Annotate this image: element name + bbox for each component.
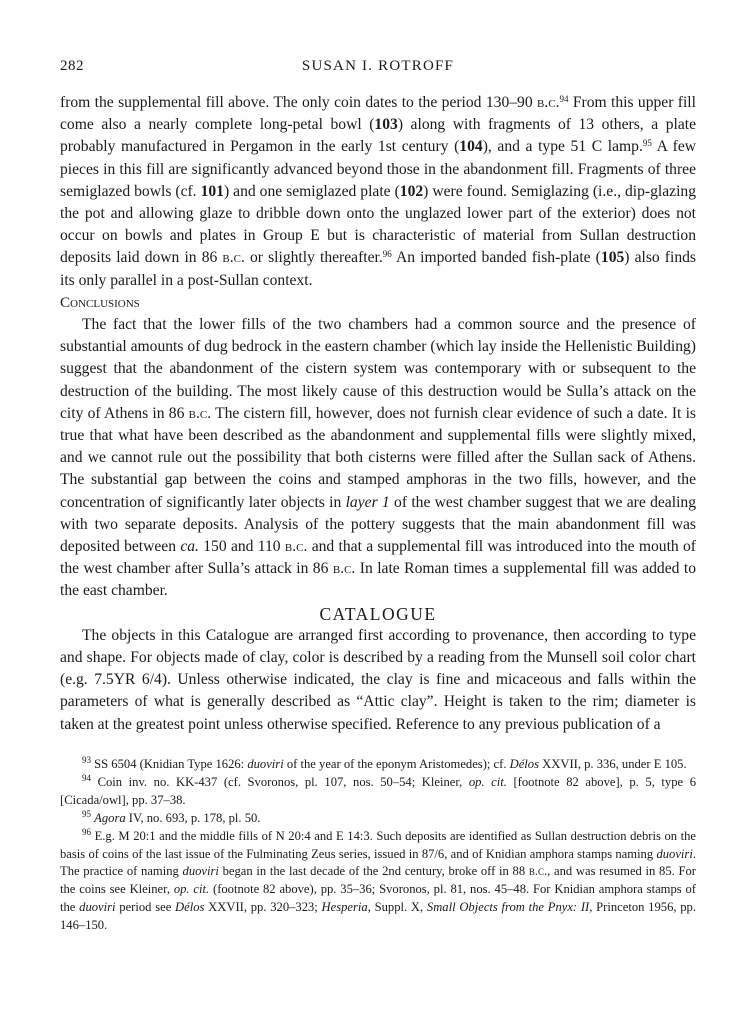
footnote-93: $^{93}$ SS 6504 (Knidian Type 1626: duoviri of the year of the eponym Aristomedes); cf. Délos XXVII, p. 336, under E 105.	[82, 755, 687, 771]
catalogue-ref-101[interactable]: 101	[200, 182, 224, 200]
footnote-96: $^{96}$ E.g. M 20:1 and the middle fills of N 20:4 and E 14:3. Such deposits are identified as Sullan destruction debris on the basis of coins of the last issue of the Fulminating Zeus series, issued in 87/6, and of Knidian amphora stamps naming duoviri. The practice of naming duoviri began in the last decade of the 2nd century, broke off in 88 b.c., and was resumed in 85. For the coins see Kleiner, op. cit. (footnote 82 above), pp. 35–36; Svoronos, pl. 81, nos. 45–48. For Knidian amphora stamps of the duoviri period see Délos XXVII, pp. 320–323; Hesperia, Suppl. X, Small Objects from the Pnyx: II, Princeton 1956, pp. 146–150.	[60, 826, 696, 933]
footnote-94: $^{94}$ Coin inv. no. KK-437 (cf. Svoronos, pl. 107, nos. 50–54; Kleiner, op. cit. [footnote 82 above], p. 5, type 6 [Cicada/owl], pp. 37–38.	[60, 772, 696, 807]
paragraph-catalogue-intro: The objects in this Catalogue are arranged first according to provenance, then according to type and shape. For objects made of clay, color is described by a reading from the Munsell soil color chart (e.g. 7.5YR 6/4). Unless otherwise indicated, the clay is fine and micaceous and falls within the parameters of what is generally described as “Attic clay”. Height is taken to the rim; diameter is taken at the greatest point unless otherwise specified. Reference to any previous publication of a	[60, 626, 696, 733]
catalogue-ref-104[interactable]: 104	[459, 138, 483, 156]
footnotes	[60, 756, 696, 935]
paragraph-conclusions: The fact that the lower fills of the two chambers had a common source and the presence of substantial amounts of dug bedrock in the eastern chamber (which lay inside the Hellenistic Building) suggest that the abandonment of the cistern system was contemporary with or subsequent to the destruction of the building. The most likely cause of this destruction would be Sulla’s attack on the city of Athens in 86 b.c. The cistern fill, however, does not furnish clear evidence of such a date. It is true that what have been described as the abandonment and supplemental fills were slightly mixed, and we cannot rule out the possibility that both cisterns were filled after the Sullan sack of Athens. The substantial gap between the coins and stamped amphoras in the two fills, however, and the concentration of significantly later objects in layer 1 of the west chamber suggest that we are dealing with two separate deposits. Analysis of the pottery suggests that the main abandonment fill was deposited between ca. 150 and 110 b.c. and that a supplemental fill was introduced into the mouth of the west chamber after Sulla’s attack in 86 b.c. In late Roman times a supplemental fill was added to the east chamber.	[60, 316, 697, 600]
running-head-author: SUSAN I. ROTROFF	[301, 58, 455, 74]
paragraph-supplemental-fill: from the supplemental fill above. The only coin dates to the period 130–90 b.c.$^{94}$ From this upper fill come also a nearly complete long-petal bowl (103) along with fragments of 13 others, a plate probably manufactured in Pergamon in the early 1st century (104), and a type 51 C lamp.$^{95}$ A few pieces in this fill are significantly advanced beyond those in the abandonment fill. Fragments of three semiglazed bowls (cf. 101) and one semiglazed plate (102) were found. Semiglazing (i.e., dip-glazing the pot and allowing glaze to dribble down onto the unglazed lower part of the exterior) does not occur on bowls and plates in Group E but is characteristic of material from Sullan destruction deposits laid down in 86 b.c. or slightly thereafter.$^{96}$ An imported banded fish-plate (105) also finds its only parallel in a post-Sullan context.	[60, 94, 697, 289]
catalogue-ref-105[interactable]: 105	[600, 249, 625, 267]
footnote-ref-96[interactable]: 96	[382, 249, 392, 260]
catalogue-heading: CATALOGUE	[319, 603, 437, 624]
footnote-95: $^{95}$ Agora IV, no. 693, p. 178, pl. 50.	[82, 808, 261, 825]
footnote-ref-95[interactable]: 95	[642, 138, 652, 149]
catalogue-ref-103[interactable]: 103	[374, 116, 398, 134]
footnote-ref-94[interactable]: 94	[559, 94, 569, 104]
body-text	[60, 92, 696, 736]
running-head	[60, 58, 696, 78]
catalogue-ref-102[interactable]: 102	[399, 182, 424, 200]
page-number: 282	[60, 58, 84, 74]
conclusions-heading: Conclusions	[60, 293, 140, 311]
